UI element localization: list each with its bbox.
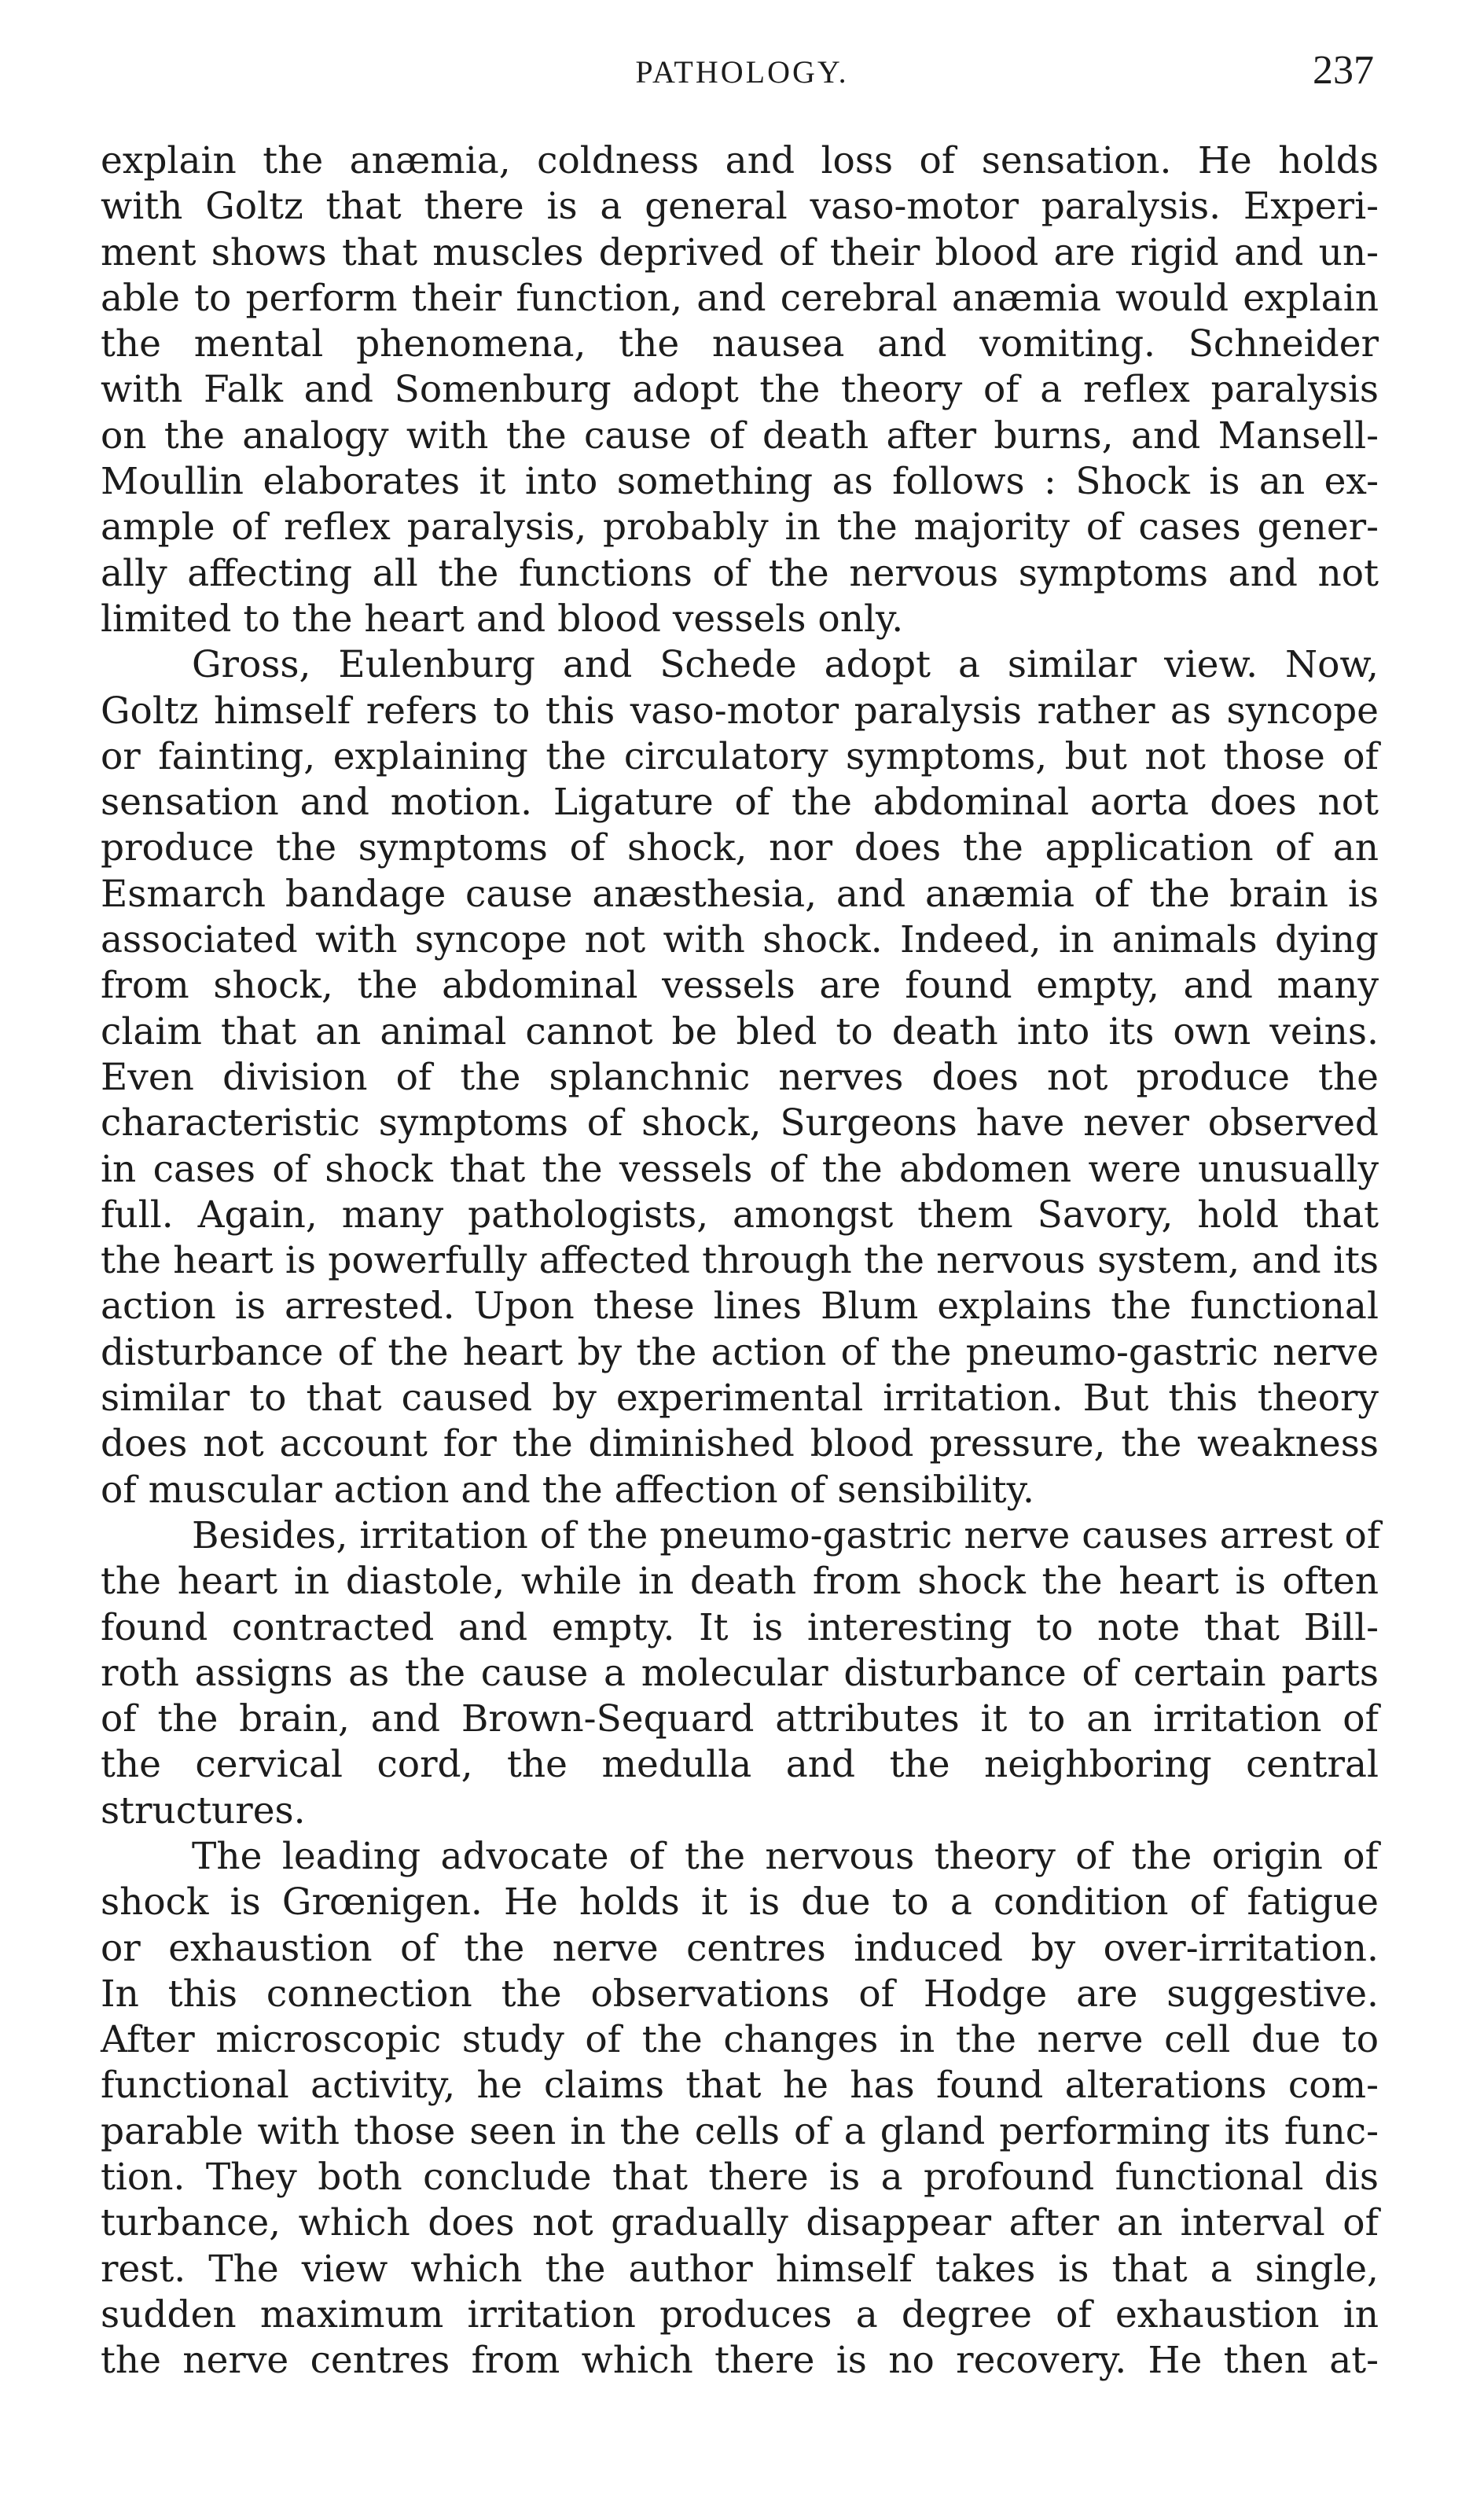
text-line: After microscopic study of the changes in the nerve cell due to	[101, 2018, 1379, 2062]
text-line: ally affecting all the functions of the nervous symptoms and not	[101, 551, 1379, 595]
text-line: parable with those seen in the cells of a gland performing its func-	[101, 2109, 1379, 2153]
text-line: able to perform their function, and cerebral anæmia would explain	[101, 276, 1379, 320]
text-line: or exhaustion of the nerve centres induced by over-irritation.	[101, 1926, 1379, 1970]
text-line: in cases of shock that the vessels of the abdomen were unusually	[101, 1147, 1379, 1191]
text-line: does not account for the diminished blood pressure, the weakness	[101, 1422, 1379, 1466]
text-line: The leading advocate of the nervous theory of the origin of	[192, 1834, 1379, 1878]
text-line: explain the anæmia, coldness and loss of sensation. He holds	[101, 139, 1379, 182]
text-line: sensation and motion. Ligature of the abdominal aorta does not	[101, 781, 1379, 825]
text-line: of muscular action and the affection of sensibility.	[101, 1468, 1034, 1512]
text-line: Esmarch bandage cause anæsthesia, and anæmia of the brain is	[101, 872, 1379, 916]
text-line: the cervical cord, the medulla and the neighboring central	[101, 1743, 1379, 1787]
page-number: 237	[1313, 48, 1374, 93]
text-line: found contracted and empty. It is interesting to note that Bill-	[101, 1605, 1379, 1649]
text-line: roth assigns as the cause a molecular disturbance of certain parts	[101, 1651, 1379, 1695]
text-line: the mental phenomena, the nausea and vomiting. Schneider	[101, 322, 1379, 366]
text-line: functional activity, he claims that he has found alterations com-	[101, 2064, 1379, 2108]
text-line: ample of reflex paralysis, probably in the majority of cases gener-	[101, 505, 1379, 550]
text-line: limited to the heart and blood vessels only.	[101, 597, 904, 641]
text-line: or fainting, explaining the circulatory symptoms, but not those of	[101, 734, 1379, 778]
text-line: disturbance of the heart by the action of the pneumo-gastric nerve	[101, 1330, 1379, 1374]
text-line: structures.	[101, 1788, 306, 1832]
text-line: associated with syncope not with shock. Indeed, in animals dying	[101, 918, 1379, 962]
text-line: tion. They both conclude that there is a profound functional dis	[101, 2156, 1379, 2200]
text-line: Even division of the splanchnic nerves does not produce the	[101, 1055, 1379, 1099]
text-line: sudden maximum irritation produces a degree of exhaustion in	[101, 2292, 1379, 2336]
text-line: from shock, the abdominal vessels are found empty, and many	[101, 964, 1379, 1008]
text-line: action is arrested. Upon these lines Blum explains the functional	[101, 1285, 1379, 1329]
text-line: Besides, irritation of the pneumo-gastric nerve causes arrest of	[192, 1513, 1381, 1557]
text-line: shock is Grœnigen. He holds it is due to a condition of fatigue	[101, 1880, 1379, 1924]
text-line: In this connection the observations of Hodge are suggestive.	[101, 1972, 1379, 2016]
text-line: produce the symptoms of shock, nor does the application of an	[101, 826, 1379, 870]
running-title: PATHOLOGY.	[635, 54, 849, 90]
text-line: Moullin elaborates it into something as follows : Shock is an ex-	[101, 460, 1379, 504]
text-line: rest. The view which the author himself takes is that a single,	[101, 2247, 1379, 2291]
text-line: with Falk and Somenburg adopt the theory of a reflex paralysis	[101, 368, 1379, 412]
text-line: the heart is powerfully affected through the nervous system, and its	[101, 1239, 1379, 1283]
text-line: turbance, which does not gradually disappear after an interval of	[101, 2201, 1379, 2245]
text-line: Goltz himself refers to this vaso-motor paralysis rather as syncope	[101, 689, 1379, 733]
text-line: Gross, Eulenburg and Schede adopt a similar view. Now,	[192, 643, 1379, 687]
body-text	[101, 138, 1379, 2384]
text-line: of the brain, and Brown-Sequard attributes it to an irritation of	[101, 1697, 1379, 1741]
text-line: claim that an animal cannot be bled to death into its own veins.	[101, 1009, 1379, 1053]
running-head	[0, 46, 1484, 93]
text-line: with Goltz that there is a general vaso-motor paralysis. Experi-	[101, 185, 1379, 229]
text-line: the heart in diastole, while in death from shock the heart is often	[101, 1560, 1379, 1604]
text-line: full. Again, many pathologists, amongst them Savory, hold that	[101, 1193, 1379, 1237]
text-line: on the analogy with the cause of death after burns, and Mansell-	[101, 414, 1379, 458]
text-line: ment shows that muscles deprived of their blood are rigid and un-	[101, 230, 1379, 274]
text-line: the nerve centres from which there is no recovery. He then at-	[101, 2339, 1379, 2383]
text-line: similar to that caused by experimental irritation. But this theory	[101, 1377, 1379, 1421]
text-line: characteristic symptoms of shock, Surgeons have never observed	[101, 1101, 1379, 1145]
